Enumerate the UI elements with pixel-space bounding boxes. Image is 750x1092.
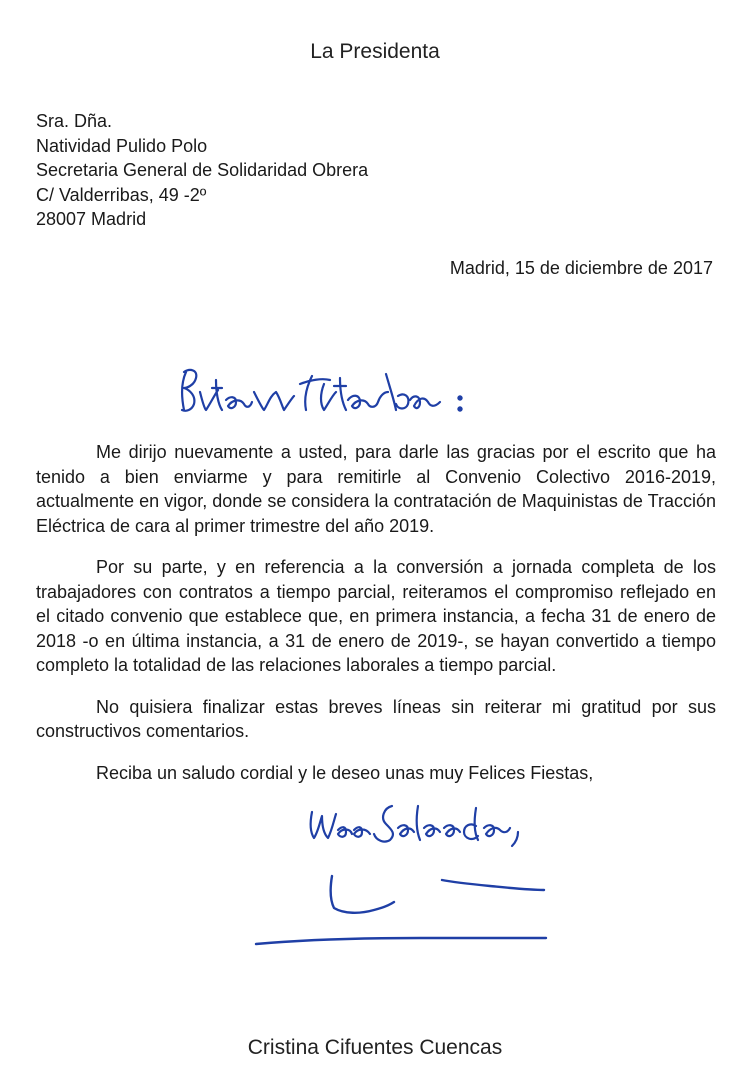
recipient-line: Sra. Dña.: [36, 111, 113, 131]
closing-line: Reciba un saludo cordial y le deseo unas muy Felices Fiestas,: [96, 762, 594, 783]
letter-date: Madrid, 15 de diciembre de 2017: [449, 258, 713, 278]
recipient-line: 28007 Madrid: [36, 209, 147, 229]
handwritten-valediction: [311, 806, 518, 846]
letter-heading: La Presidenta: [310, 40, 440, 63]
body-paragraph: No quisiera finalizar estas breves líneas sin reiterar mi gratitud por sus constructivos comentarios.: [36, 696, 716, 741]
body-paragraph: Por su parte, y en referencia a la conversión a jornada completa de los trabajadores con contratos a tiempo parcial, reiteramos el compromiso reflejado en el citado convenio que establece que, en primera instancia, a fecha 31 de enero de 2018 -o en última instancia, a 31 de enero de 2019-, se hayan convertido a tiempo completo la totalidad de las relaciones laborales a tiempo parcial.: [36, 557, 716, 675]
recipient-address: [36, 109, 368, 232]
recipient-line: Secretaria General de Solidaridad Obrera: [36, 160, 369, 180]
signature-mark: [256, 876, 546, 944]
body-paragraph: Me dirijo nuevamente a usted, para darle las gracias por el escrito que ha tenido a bien enviarme y para remitirle al Convenio Colectivo 2016-2019, actualmente en vigor, donde se considera la contratación de Maquinistas de Tracción Eléctrica de cara al primer trimestre del año 2019.: [36, 442, 716, 536]
letter-body: [36, 440, 716, 802]
signer-name: Cristina Cifuentes Cuencas: [247, 1036, 503, 1059]
handwritten-salutation: [182, 370, 462, 411]
recipient-line: C/ Valderribas, 49 -2º: [36, 184, 207, 205]
recipient-line: Natividad Pulido Polo: [36, 135, 208, 156]
